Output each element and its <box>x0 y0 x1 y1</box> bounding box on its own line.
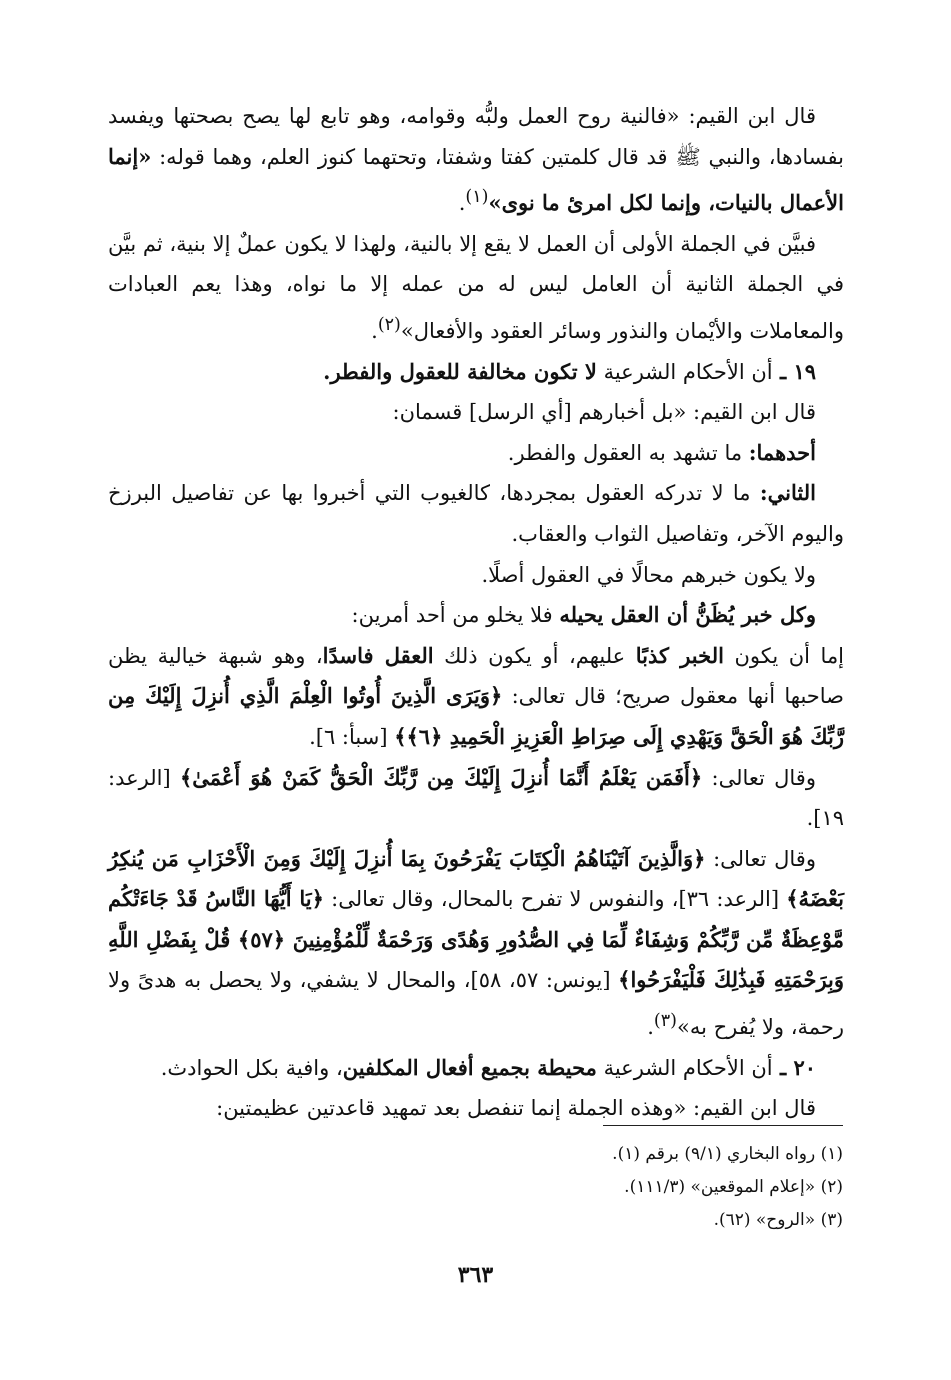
heading-19-text: أن الأحكام الشرعية <box>596 359 773 384</box>
heading-20-text: أن الأحكام الشرعية <box>596 1055 773 1080</box>
paragraph-4 <box>108 433 844 474</box>
paragraph-1-text: قال ابن القيم: «فالنية روح العمل ولبُّه وقوامه، وهو تابع لها يصح بصحتها ويفسد بفسادها، والنبي ﷺ قد قال كلمتين كفتا وشفتا، وتحتهما كنوز العلم، وهما قوله: <box>108 104 844 169</box>
first-label: أحدهما: <box>748 439 816 465</box>
paragraph-4-text: ما تشهد به العقول والفطر. <box>507 440 749 465</box>
paragraph-8-text-e: ، وهو شبهة خيالية يظن صاحبها أنها معقول صريح؛ قال تعالى: <box>108 643 845 709</box>
footnote-ref-1: (١) <box>465 187 489 208</box>
paragraph-1 <box>108 96 844 224</box>
footnote-divider <box>603 1125 843 1126</box>
quran-verse-yunus: ﴿يَا أَيُّهَا النَّاسُ قَدْ جَاءَتْكُم مَّوْعِظَةٌ مِّن رَّبِّكُمْ وَشِفَاءٌ لِّمَا فِي الصُّدُورِ وَهُدًى وَرَحْمَةٌ لِّلْمُؤْمِنِينَ ﴿٥٧﴾ قُلْ بِفَضْلِ اللَّهِ وَبِرَحْمَتِهِ فَبِذَٰلِكَ فَلْيَفْرَحُوا﴾ <box>108 886 845 993</box>
footnote-ref-2: (٢) <box>377 314 401 335</box>
paragraph-10 <box>108 839 844 1048</box>
punctuation: . <box>647 1015 654 1040</box>
paragraph-6: ولا يكون خبرهم محالًا في العقول أصلًا. <box>481 562 816 587</box>
punctuation: . <box>323 358 331 384</box>
heading-19 <box>108 352 844 393</box>
page-number: ٣٦٣ <box>457 1262 494 1288</box>
paragraph-5 <box>108 473 844 554</box>
quran-verse-raad-19: ﴿أَفَمَن يَعْلَمُ أَنَّمَا أُنزِلَ إِلَيْكَ مِن رَّبِّكَ الْحَقُّ كَمَنْ هُوَ أَعْمَىٰ﴾ <box>179 764 703 790</box>
false-report: الخبر كذبًا <box>635 642 724 668</box>
paragraph-3: قال ابن القيم: «بل أخبارهم [أي الرسل] قسمان: <box>392 400 816 425</box>
heading-20 <box>108 1048 844 1089</box>
paragraph-8-text-a: إما أن يكون <box>723 643 845 668</box>
punctuation: . <box>371 318 378 343</box>
paragraph-8 <box>108 636 844 758</box>
heading-20-end: ، وافية بكل الحوادث. <box>160 1055 343 1080</box>
paragraph-10-text-c: [يونس: ٥٧، ٥٨]، والمحال لا يشفي، ولا يحصل به هدىً ولا رحمة، ولا يُفرح به» <box>108 968 844 1040</box>
paragraph-2 <box>108 224 844 352</box>
second-label: الثاني: <box>759 480 816 506</box>
paragraph-5-text: ما لا تدركه العقول بمجردها، كالغيوب التي أخبروا بها عن تفاصيل البرزخ واليوم الآخر، وتفاصيل الثواب والعقاب. <box>108 481 844 546</box>
verse-reference: [الرعد: ١٩]. <box>108 765 844 831</box>
paragraph-7-bold: وكل خبر يُظَنُّ أن العقل يحيله <box>559 602 816 628</box>
heading-20-number: ٢٠ ـ <box>772 1054 816 1080</box>
footnote-2: (٢) «إعلام الموقعين» (١١١/٣). <box>624 1177 843 1197</box>
paragraph-10-text-b: [الرعد: ٣٦]، والنفوس لا تفرح بالمحال، وقال تعالى: <box>323 887 787 912</box>
paragraph-9 <box>108 758 844 839</box>
heading-19-bold: لا تكون مخالفة للعقول والفطر <box>330 358 597 384</box>
paragraph-2-text: فبيَّن في الجملة الأولى أن العمل لا يقع إلا بالنية، ولهذا لا يكون عملٌ إلا بنية، ثم بيَّن في الجملة الثانية أن العامل ليس له من عمله إلا ما نواه، وهذا يعم العبادات والمعاملات والأيْمان والنذور وسائر العقود والأفعال» <box>108 231 844 343</box>
footnote-ref-3: (٣) <box>653 1011 677 1032</box>
hadith-quote: «إنما الأعمال بالنيات، وإنما لكل امرئ ما نوى» <box>108 143 844 216</box>
footnote-3: (٣) «الروح» (٦٢). <box>713 1210 843 1230</box>
paragraph-8-text-c: عليهم، أو يكون ذلك <box>433 643 636 668</box>
paragraph-10-text-a: وقال تعالى: <box>705 846 816 871</box>
paragraph-7-text: فلا يخلو من أحد أمرين: <box>351 603 560 628</box>
quran-verse-saba: ﴿وَيَرَى الَّذِينَ أُوتُوا الْعِلْمَ الَّذِي أُنزِلَ إِلَيْكَ مِن رَّبِّكَ هُوَ الْحَقَّ وَيَهْدِي إِلَى صِرَاطِ الْعَزِيزِ الْحَمِيدِ ﴿٦﴾﴾ <box>108 683 844 749</box>
corrupt-reason: العقل فاسدًا <box>322 642 434 668</box>
paragraph-11: قال ابن القيم: «وهذه الجملة إنما تنفصل بعد تمهيد قاعدتين عظيمتين: <box>216 1096 816 1121</box>
quran-verse-raad-36: ﴿وَالَّذِينَ آتَيْنَاهُمُ الْكِتَابَ يَفْرَحُونَ بِمَا أُنزِلَ إِلَيْكَ وَمِنَ الْأَحْزَابِ مَن يُنكِرُ بَعْضَهُ﴾ <box>108 845 844 912</box>
punctuation: . <box>458 191 466 216</box>
footnotes <box>107 1138 843 1237</box>
main-text <box>108 96 844 1129</box>
footnote-1: (١) رواه البخاري (٩/١) برقم (١). <box>612 1144 843 1164</box>
paragraph-7 <box>108 595 844 636</box>
paragraph-9-text: وقال تعالى: <box>702 765 816 790</box>
verse-reference: [سبأ: ٦]. <box>309 724 395 749</box>
heading-19-number: ١٩ ـ <box>772 358 816 384</box>
heading-20-bold: محيطة بجميع أفعال المكلفين <box>342 1054 597 1080</box>
